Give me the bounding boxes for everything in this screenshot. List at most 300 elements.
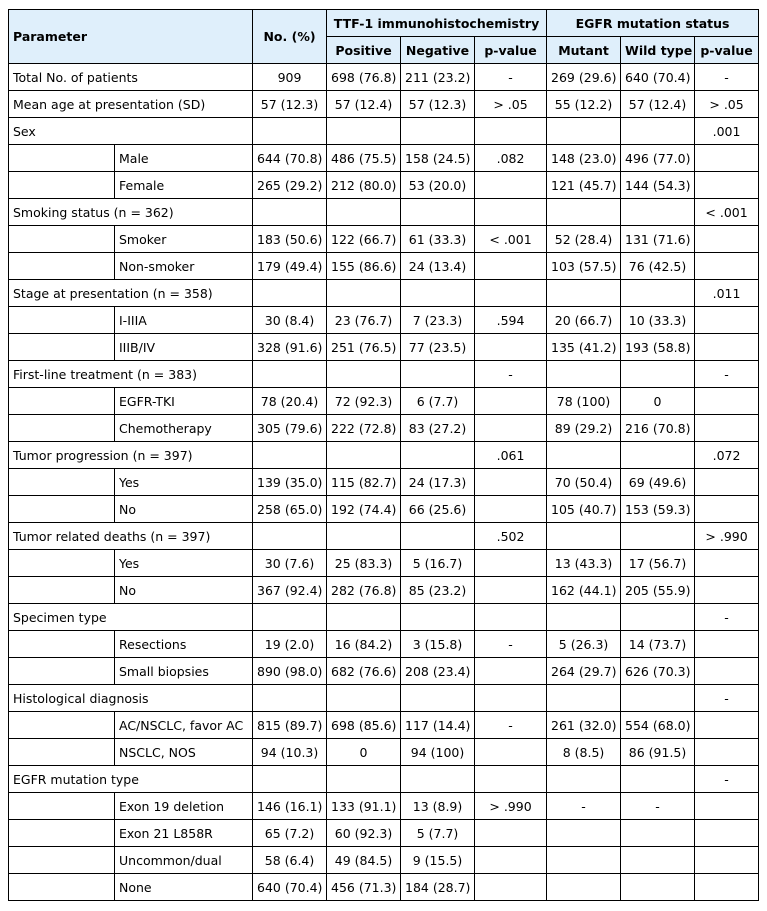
cell-n xyxy=(253,604,327,631)
cell-p2: .072 xyxy=(695,442,759,469)
cell-neg xyxy=(401,361,475,388)
cell-wt: 626 (70.3) xyxy=(621,658,695,685)
cell-pos: 25 (83.3) xyxy=(327,550,401,577)
indent-cell xyxy=(9,550,115,577)
cell-p1: > .990 xyxy=(475,793,547,820)
table-row xyxy=(9,91,759,118)
cell-n xyxy=(253,442,327,469)
cell-neg: 158 (24.5) xyxy=(401,145,475,172)
indent-cell xyxy=(9,415,115,442)
cell-p1 xyxy=(475,199,547,226)
table-row xyxy=(9,604,759,631)
cell-n: 19 (2.0) xyxy=(253,631,327,658)
cell-pos: 60 (92.3) xyxy=(327,820,401,847)
cell-p1: - xyxy=(475,712,547,739)
cell-n: 30 (7.6) xyxy=(253,550,327,577)
table-row xyxy=(9,172,759,199)
table-row xyxy=(9,820,759,847)
cell-pos xyxy=(327,766,401,793)
cell-mut: 8 (8.5) xyxy=(547,739,621,766)
cell-neg xyxy=(401,442,475,469)
cell-mut: 162 (44.1) xyxy=(547,577,621,604)
cell-pos: 16 (84.2) xyxy=(327,631,401,658)
indent-cell xyxy=(9,820,115,847)
cell-wt: 76 (42.5) xyxy=(621,253,695,280)
cell-neg xyxy=(401,118,475,145)
table-row xyxy=(9,523,759,550)
row-sublabel: None xyxy=(115,874,253,901)
cell-neg: 24 (17.3) xyxy=(401,469,475,496)
cell-pos: 456 (71.3) xyxy=(327,874,401,901)
cell-wt: 0 xyxy=(621,388,695,415)
row-sublabel: Exon 21 L858R xyxy=(115,820,253,847)
cell-p2: > .05 xyxy=(695,91,759,118)
cell-pos: 115 (82.7) xyxy=(327,469,401,496)
cell-p1 xyxy=(475,118,547,145)
cell-pos xyxy=(327,118,401,145)
indent-cell xyxy=(9,577,115,604)
cell-mut xyxy=(547,361,621,388)
cell-wt xyxy=(621,766,695,793)
cell-p2 xyxy=(695,793,759,820)
indent-cell xyxy=(9,658,115,685)
cell-mut xyxy=(547,766,621,793)
cell-p1 xyxy=(475,604,547,631)
table-row xyxy=(9,64,759,91)
table-row xyxy=(9,739,759,766)
cell-p2 xyxy=(695,847,759,874)
cell-pos xyxy=(327,361,401,388)
cell-mut xyxy=(547,874,621,901)
cell-pos: 192 (74.4) xyxy=(327,496,401,523)
cell-wt xyxy=(621,199,695,226)
cell-p2: - xyxy=(695,685,759,712)
table-row xyxy=(9,550,759,577)
indent-cell xyxy=(9,388,115,415)
table-row xyxy=(9,280,759,307)
cell-pos: 212 (80.0) xyxy=(327,172,401,199)
header-number: No. (%) xyxy=(253,10,327,64)
cell-neg: 3 (15.8) xyxy=(401,631,475,658)
cell-p1: .502 xyxy=(475,523,547,550)
cell-wt: 205 (55.9) xyxy=(621,577,695,604)
cell-wt xyxy=(621,442,695,469)
cell-p1 xyxy=(475,334,547,361)
cell-p1: - xyxy=(475,361,547,388)
header-pvalue-egfr: p-value xyxy=(695,37,759,64)
table-row xyxy=(9,685,759,712)
cell-p2 xyxy=(695,145,759,172)
cell-mut xyxy=(547,820,621,847)
cell-p2 xyxy=(695,307,759,334)
cell-p2 xyxy=(695,712,759,739)
cell-p2: - xyxy=(695,604,759,631)
cell-n xyxy=(253,280,327,307)
cell-neg: 61 (33.3) xyxy=(401,226,475,253)
cell-p1 xyxy=(475,685,547,712)
indent-cell xyxy=(9,712,115,739)
cell-neg xyxy=(401,199,475,226)
header-pvalue-ttf: p-value xyxy=(475,37,547,64)
cell-p2: - xyxy=(695,766,759,793)
cell-wt: 193 (58.8) xyxy=(621,334,695,361)
cell-mut: 55 (12.2) xyxy=(547,91,621,118)
table-row xyxy=(9,847,759,874)
cell-p2 xyxy=(695,496,759,523)
cell-n: 146 (16.1) xyxy=(253,793,327,820)
cell-wt: 153 (59.3) xyxy=(621,496,695,523)
cell-p1: - xyxy=(475,64,547,91)
cell-pos xyxy=(327,523,401,550)
indent-cell xyxy=(9,334,115,361)
cell-wt xyxy=(621,820,695,847)
cell-p2: .011 xyxy=(695,280,759,307)
cell-n: 30 (8.4) xyxy=(253,307,327,334)
cell-p1: < .001 xyxy=(475,226,547,253)
cell-p2 xyxy=(695,253,759,280)
header-ttf-group: TTF-1 immunohistochemistry xyxy=(327,10,547,37)
cell-p1: .082 xyxy=(475,145,547,172)
row-label: Total No. of patients xyxy=(9,64,253,91)
row-label: First-line treatment (n = 383) xyxy=(9,361,253,388)
cell-p2: - xyxy=(695,64,759,91)
table-row xyxy=(9,442,759,469)
cell-wt xyxy=(621,685,695,712)
table-row xyxy=(9,118,759,145)
indent-cell xyxy=(9,874,115,901)
indent-cell xyxy=(9,226,115,253)
cell-mut xyxy=(547,118,621,145)
cell-wt: 86 (91.5) xyxy=(621,739,695,766)
table-row xyxy=(9,145,759,172)
row-label: Tumor related deaths (n = 397) xyxy=(9,523,253,550)
row-sublabel: AC/NSCLC, favor AC xyxy=(115,712,253,739)
cell-p2: < .001 xyxy=(695,199,759,226)
cell-mut: 89 (29.2) xyxy=(547,415,621,442)
cell-p1 xyxy=(475,658,547,685)
table-header xyxy=(9,10,759,64)
cell-neg: 7 (23.3) xyxy=(401,307,475,334)
data-table xyxy=(8,9,759,901)
cell-pos: 0 xyxy=(327,739,401,766)
indent-cell xyxy=(9,307,115,334)
cell-n: 640 (70.4) xyxy=(253,874,327,901)
cell-mut: 264 (29.7) xyxy=(547,658,621,685)
cell-p1 xyxy=(475,820,547,847)
cell-neg: 77 (23.5) xyxy=(401,334,475,361)
row-sublabel: Male xyxy=(115,145,253,172)
cell-wt: 14 (73.7) xyxy=(621,631,695,658)
cell-wt: 496 (77.0) xyxy=(621,145,695,172)
row-sublabel: Chemotherapy xyxy=(115,415,253,442)
cell-p1: - xyxy=(475,631,547,658)
cell-n: 265 (29.2) xyxy=(253,172,327,199)
cell-n: 305 (79.6) xyxy=(253,415,327,442)
cell-wt xyxy=(621,604,695,631)
cell-mut: 13 (43.3) xyxy=(547,550,621,577)
table-row xyxy=(9,874,759,901)
cell-neg: 184 (28.7) xyxy=(401,874,475,901)
cell-pos: 133 (91.1) xyxy=(327,793,401,820)
row-sublabel: NSCLC, NOS xyxy=(115,739,253,766)
cell-n xyxy=(253,685,327,712)
cell-n xyxy=(253,361,327,388)
cell-n: 367 (92.4) xyxy=(253,577,327,604)
cell-p1 xyxy=(475,847,547,874)
cell-p1 xyxy=(475,577,547,604)
table-row xyxy=(9,307,759,334)
cell-mut: - xyxy=(547,793,621,820)
cell-p2 xyxy=(695,550,759,577)
table-row xyxy=(9,496,759,523)
cell-wt: - xyxy=(621,793,695,820)
header-mutant: Mutant xyxy=(547,37,621,64)
cell-pos: 72 (92.3) xyxy=(327,388,401,415)
cell-n: 815 (89.7) xyxy=(253,712,327,739)
cell-p1 xyxy=(475,172,547,199)
cell-mut xyxy=(547,847,621,874)
cell-p1 xyxy=(475,469,547,496)
cell-wt: 640 (70.4) xyxy=(621,64,695,91)
cell-neg: 9 (15.5) xyxy=(401,847,475,874)
cell-n: 258 (65.0) xyxy=(253,496,327,523)
cell-pos: 49 (84.5) xyxy=(327,847,401,874)
cell-neg: 24 (13.4) xyxy=(401,253,475,280)
cell-mut: 269 (29.6) xyxy=(547,64,621,91)
cell-neg xyxy=(401,766,475,793)
cell-mut: 52 (28.4) xyxy=(547,226,621,253)
table-row xyxy=(9,469,759,496)
cell-wt xyxy=(621,118,695,145)
cell-pos: 155 (86.6) xyxy=(327,253,401,280)
indent-cell xyxy=(9,496,115,523)
cell-neg: 53 (20.0) xyxy=(401,172,475,199)
cell-p2 xyxy=(695,226,759,253)
cell-mut: 5 (26.3) xyxy=(547,631,621,658)
row-sublabel: Non-smoker xyxy=(115,253,253,280)
cell-p2 xyxy=(695,874,759,901)
indent-cell xyxy=(9,253,115,280)
cell-pos xyxy=(327,604,401,631)
cell-n xyxy=(253,199,327,226)
cell-wt xyxy=(621,280,695,307)
cell-mut: 70 (50.4) xyxy=(547,469,621,496)
table-row xyxy=(9,793,759,820)
cell-n: 890 (98.0) xyxy=(253,658,327,685)
cell-neg: 5 (16.7) xyxy=(401,550,475,577)
cell-p2 xyxy=(695,739,759,766)
cell-p2 xyxy=(695,334,759,361)
cell-p1 xyxy=(475,280,547,307)
header-wildtype: Wild type xyxy=(621,37,695,64)
cell-neg: 5 (7.7) xyxy=(401,820,475,847)
cell-n: 183 (50.6) xyxy=(253,226,327,253)
table-row xyxy=(9,658,759,685)
cell-p2: > .990 xyxy=(695,523,759,550)
cell-wt: 10 (33.3) xyxy=(621,307,695,334)
indent-cell xyxy=(9,739,115,766)
row-sublabel: EGFR-TKI xyxy=(115,388,253,415)
cell-p1 xyxy=(475,415,547,442)
cell-pos: 698 (85.6) xyxy=(327,712,401,739)
cell-p2 xyxy=(695,820,759,847)
cell-pos: 251 (76.5) xyxy=(327,334,401,361)
row-sublabel: I-IIIA xyxy=(115,307,253,334)
cell-neg: 66 (25.6) xyxy=(401,496,475,523)
cell-n: 179 (49.4) xyxy=(253,253,327,280)
cell-p1: .594 xyxy=(475,307,547,334)
cell-p1 xyxy=(475,739,547,766)
cell-n xyxy=(253,766,327,793)
cell-mut xyxy=(547,280,621,307)
cell-pos: 57 (12.4) xyxy=(327,91,401,118)
row-label: Mean age at presentation (SD) xyxy=(9,91,253,118)
row-sublabel: Resections xyxy=(115,631,253,658)
cell-wt: 69 (49.6) xyxy=(621,469,695,496)
cell-neg: 57 (12.3) xyxy=(401,91,475,118)
row-label: Sex xyxy=(9,118,253,145)
cell-neg: 211 (23.2) xyxy=(401,64,475,91)
indent-cell xyxy=(9,847,115,874)
cell-mut xyxy=(547,604,621,631)
cell-wt xyxy=(621,523,695,550)
cell-p1: .061 xyxy=(475,442,547,469)
cell-pos xyxy=(327,199,401,226)
cell-p2 xyxy=(695,172,759,199)
row-sublabel: Small biopsies xyxy=(115,658,253,685)
cell-neg: 13 (8.9) xyxy=(401,793,475,820)
table-row xyxy=(9,361,759,388)
cell-neg xyxy=(401,685,475,712)
row-label: EGFR mutation type xyxy=(9,766,253,793)
cell-wt xyxy=(621,361,695,388)
row-sublabel: Exon 19 deletion xyxy=(115,793,253,820)
row-sublabel: Yes xyxy=(115,550,253,577)
cell-p2 xyxy=(695,658,759,685)
cell-p1 xyxy=(475,388,547,415)
cell-p1: > .05 xyxy=(475,91,547,118)
cell-mut: 20 (66.7) xyxy=(547,307,621,334)
cell-n: 78 (20.4) xyxy=(253,388,327,415)
cell-mut: 105 (40.7) xyxy=(547,496,621,523)
cell-wt: 216 (70.8) xyxy=(621,415,695,442)
cell-wt xyxy=(621,874,695,901)
row-sublabel: Yes xyxy=(115,469,253,496)
cell-mut: 78 (100) xyxy=(547,388,621,415)
cell-wt: 554 (68.0) xyxy=(621,712,695,739)
cell-pos: 698 (76.8) xyxy=(327,64,401,91)
row-label: Tumor progression (n = 397) xyxy=(9,442,253,469)
table-row xyxy=(9,415,759,442)
cell-mut xyxy=(547,199,621,226)
cell-wt xyxy=(621,847,695,874)
table-row xyxy=(9,577,759,604)
cell-n: 94 (10.3) xyxy=(253,739,327,766)
cell-wt: 131 (71.6) xyxy=(621,226,695,253)
cell-pos xyxy=(327,442,401,469)
header-positive: Positive xyxy=(327,37,401,64)
indent-cell xyxy=(9,145,115,172)
cell-wt: 144 (54.3) xyxy=(621,172,695,199)
cell-mut xyxy=(547,442,621,469)
row-label: Smoking status (n = 362) xyxy=(9,199,253,226)
row-label: Histological diagnosis xyxy=(9,685,253,712)
indent-cell xyxy=(9,631,115,658)
cell-p2 xyxy=(695,469,759,496)
table-row xyxy=(9,766,759,793)
cell-pos: 122 (66.7) xyxy=(327,226,401,253)
cell-n xyxy=(253,523,327,550)
row-sublabel: Smoker xyxy=(115,226,253,253)
cell-n xyxy=(253,118,327,145)
cell-p2: - xyxy=(695,361,759,388)
cell-wt: 17 (56.7) xyxy=(621,550,695,577)
cell-neg: 94 (100) xyxy=(401,739,475,766)
cell-mut: 135 (41.2) xyxy=(547,334,621,361)
cell-p1 xyxy=(475,874,547,901)
cell-n: 644 (70.8) xyxy=(253,145,327,172)
cell-n: 57 (12.3) xyxy=(253,91,327,118)
cell-pos: 282 (76.8) xyxy=(327,577,401,604)
table-row xyxy=(9,712,759,739)
cell-p2 xyxy=(695,388,759,415)
cell-mut xyxy=(547,523,621,550)
cell-p2 xyxy=(695,415,759,442)
cell-mut: 103 (57.5) xyxy=(547,253,621,280)
header-egfr-group: EGFR mutation status xyxy=(547,10,759,37)
cell-mut xyxy=(547,685,621,712)
cell-wt: 57 (12.4) xyxy=(621,91,695,118)
cell-pos: 682 (76.6) xyxy=(327,658,401,685)
cell-pos: 23 (76.7) xyxy=(327,307,401,334)
row-label: Specimen type xyxy=(9,604,253,631)
row-sublabel: Female xyxy=(115,172,253,199)
cell-p2 xyxy=(695,577,759,604)
table-row xyxy=(9,199,759,226)
table-row xyxy=(9,253,759,280)
cell-pos xyxy=(327,685,401,712)
table-row xyxy=(9,631,759,658)
row-sublabel: Uncommon/dual xyxy=(115,847,253,874)
indent-cell xyxy=(9,172,115,199)
header-parameter: Parameter xyxy=(9,10,253,64)
cell-p1 xyxy=(475,550,547,577)
cell-pos xyxy=(327,280,401,307)
cell-p2 xyxy=(695,631,759,658)
row-sublabel: No xyxy=(115,577,253,604)
table-row xyxy=(9,226,759,253)
cell-neg: 6 (7.7) xyxy=(401,388,475,415)
cell-p1 xyxy=(475,253,547,280)
row-sublabel: IIIB/IV xyxy=(115,334,253,361)
cell-n: 58 (6.4) xyxy=(253,847,327,874)
header-negative: Negative xyxy=(401,37,475,64)
cell-n: 909 xyxy=(253,64,327,91)
cell-p1 xyxy=(475,766,547,793)
cell-neg: 117 (14.4) xyxy=(401,712,475,739)
row-sublabel: No xyxy=(115,496,253,523)
cell-mut: 261 (32.0) xyxy=(547,712,621,739)
cell-neg xyxy=(401,280,475,307)
cell-mut: 121 (45.7) xyxy=(547,172,621,199)
cell-pos: 222 (72.8) xyxy=(327,415,401,442)
cell-p2: .001 xyxy=(695,118,759,145)
cell-n: 65 (7.2) xyxy=(253,820,327,847)
table-row xyxy=(9,334,759,361)
cell-p1 xyxy=(475,496,547,523)
indent-cell xyxy=(9,469,115,496)
cell-neg: 85 (23.2) xyxy=(401,577,475,604)
